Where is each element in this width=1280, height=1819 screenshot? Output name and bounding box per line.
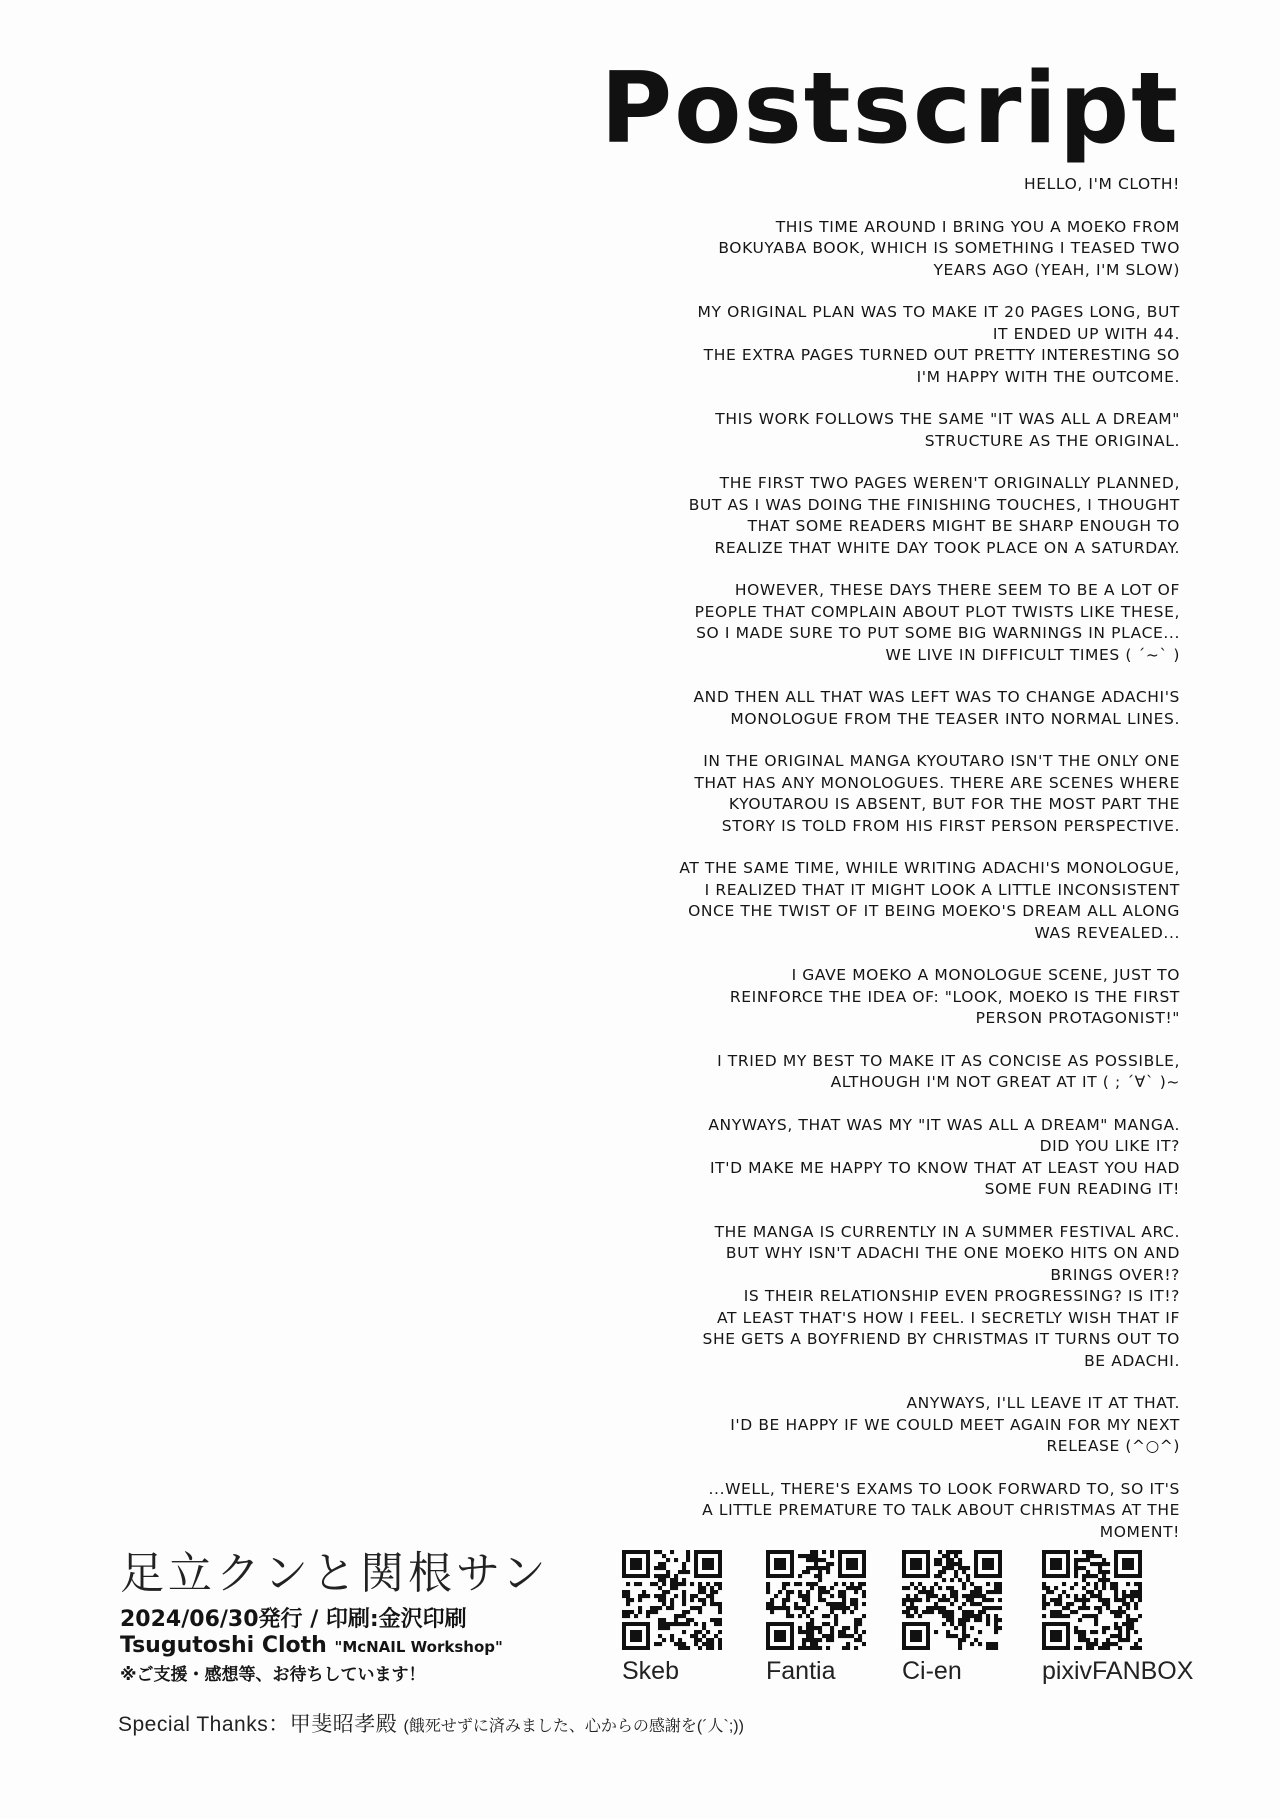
postscript-line: MOMENT! [1099,1522,1180,1541]
postscript-paragraph [620,217,1180,282]
postscript-line: I GAVE MOEKO A MONOLOGUE SCENE, JUST TO [791,966,1180,984]
qr-label-ci-en: Ci-en [902,1657,962,1685]
postscript-paragraph [620,1115,1180,1201]
postscript-line: ANYWAYS, THAT WAS MY "IT WAS ALL A DREAM" MANGA. [708,1115,1180,1134]
postscript-line: STORY IS TOLD FROM HIS FIRST PERSON PERSPECTIVE. [721,816,1180,835]
postscript-line: AT THE SAME TIME, WHILE WRITING ADACHI'S MONOLOGUE, [679,859,1180,877]
qr-pixivfanbox [1042,1550,1242,1686]
postscript-line: ...WELL, THERE'S EXAMS TO LOOK FORWARD TO, SO IT'S [708,1479,1180,1498]
postscript-body [620,174,1180,1564]
postscript-line: AND THEN ALL THAT WAS LEFT WAS TO CHANGE ADACHI'S [693,688,1180,706]
postscript-line: THIS WORK FOLLOWS THE SAME "IT WAS ALL A DREAM" [715,410,1180,428]
postscript-paragraph [620,580,1180,666]
postscript-line: ONCE THE TWIST OF IT BEING MOEKO'S DREAM ALL ALONG [688,902,1180,920]
postscript-line: KYOUTAROU IS ABSENT, BUT FOR THE MOST PART THE [728,795,1180,813]
postscript-line: HOWEVER, THESE DAYS THERE SEEM TO BE A LOT OF [734,581,1180,599]
postscript-line: WAS REVEALED... [1034,923,1180,942]
postscript-line: THIS TIME AROUND I BRING YOU A MOEKO FROM [775,217,1180,236]
postscript-paragraph [620,751,1180,837]
postscript-line: PERSON PROTAGONIST!" [975,1009,1180,1027]
postscript-paragraph [620,473,1180,559]
postscript-line: REINFORCE THE IDEA OF: "LOOK, MOEKO IS THE FIRST [729,987,1180,1006]
qr-label-pixivfanbox: pixivFANBOX [1042,1657,1194,1685]
qr-ci-en [902,1550,1042,1686]
postscript-line: HELLO, I'M CLOTH! [1024,175,1180,193]
qr-code-icon [1042,1550,1142,1650]
qr-label-fantia: Fantia [766,1657,836,1685]
postscript-paragraph [620,1479,1180,1544]
postscript-line: RELEASE (^○^) [1046,1437,1180,1455]
postscript-line: WE LIVE IN DIFFICULT TIMES ( ´~` ) [885,645,1180,664]
postscript-line: ANYWAYS, I'LL LEAVE IT AT THAT. [906,1394,1180,1412]
postscript-line: SO I MADE SURE TO PUT SOME BIG WARNINGS IN PLACE... [696,624,1180,642]
postscript-line: A LITTLE PREMATURE TO TALK ABOUT CHRISTMAS AT THE [702,1501,1180,1519]
postscript-line: BUT WHY ISN'T ADACHI THE ONE MOEKO HITS ON AND [725,1244,1180,1262]
qr-skeb [622,1550,762,1686]
qr-fantia [766,1550,906,1686]
page-title: Postscript [600,52,1180,166]
postscript-line: BE ADACHI. [1084,1351,1180,1370]
colophon [120,1548,600,1685]
postscript-line: IS THEIR RELATIONSHIP EVEN PROGRESSING? IS IT!? [743,1287,1180,1305]
postscript-line: THE EXTRA PAGES TURNED OUT PRETTY INTERESTING SO [703,346,1180,364]
postscript-line: THAT SOME READERS MIGHT BE SHARP ENOUGH TO [747,517,1180,535]
postscript-paragraph [620,1393,1180,1458]
postscript-line: I TRIED MY BEST TO MAKE IT AS CONCISE AS POSSIBLE, [717,1051,1180,1070]
postscript-line: THE FIRST TWO PAGES WEREN'T ORIGINALLY PLANNED, [719,474,1180,492]
qr-label-skeb: Skeb [622,1657,679,1685]
postscript-line: STRUCTURE AS THE ORIGINAL. [924,431,1180,450]
circle-name: "McNAIL Workshop" [334,1638,503,1656]
author-line [120,1633,600,1658]
postscript-line: BRINGS OVER!? [1050,1265,1180,1284]
postscript-line: ALTHOUGH I'M NOT GREAT AT IT ( ; ´∀` )~ [830,1073,1180,1091]
postscript-line: REALIZE THAT WHITE DAY TOOK PLACE ON A SATURDAY. [714,538,1180,557]
thanks-note: (餓死せずに済みました、心からの感謝を(´人`;)) [403,1718,744,1735]
postscript-line: YEARS AGO (YEAH, I'M SLOW) [933,260,1180,279]
thanks-label: Special Thanks：甲斐昭孝殿 [118,1713,398,1736]
postscript-line: PEOPLE THAT COMPLAIN ABOUT PLOT TWISTS LIKE THESE, [694,602,1180,621]
postscript-line: THE MANGA IS CURRENTLY IN A SUMMER FESTIVAL ARC. [714,1222,1180,1241]
postscript-paragraph [620,1222,1180,1373]
postscript-line: AT LEAST THAT'S HOW I FEEL. I SECRETLY WISH THAT IF [717,1308,1180,1327]
postscript-line: BOKUYABA BOOK, WHICH IS SOMETHING I TEASED TWO [718,239,1180,257]
special-thanks [118,1708,744,1738]
postscript-paragraph [620,858,1180,944]
qr-code-icon [622,1550,722,1650]
postscript-line: MY ORIGINAL PLAN WAS TO MAKE IT 20 PAGES LONG, BUT [697,303,1180,321]
postscript-line: I'D BE HAPPY IF WE COULD MEET AGAIN FOR MY NEXT [730,1415,1180,1434]
author-name: Tsugutoshi Cloth [120,1633,327,1658]
qr-code-icon [902,1550,1002,1650]
postscript-line: I'M HAPPY WITH THE OUTCOME. [916,367,1180,386]
postscript-line: IT'D MAKE ME HAPPY TO KNOW THAT AT LEAST YOU HAD [710,1158,1180,1177]
postscript-line: THAT HAS ANY MONOLOGUES. THERE ARE SCENES WHERE [694,773,1180,792]
postscript-paragraph [620,302,1180,388]
postscript-line: MONOLOGUE FROM THE TEASER INTO NORMAL LINES. [730,709,1180,728]
postscript-line: BUT AS I WAS DOING THE FINISHING TOUCHES, I THOUGHT [688,495,1180,514]
postscript-line: I REALIZED THAT IT MIGHT LOOK A LITTLE INCONSISTENT [704,880,1180,899]
book-title: 足立クンと関根サン [120,1548,550,1599]
support-note: ※ご支援・感想等、お待ちしています！ [120,1665,426,1685]
postscript-line: IN THE ORIGINAL MANGA KYOUTARO ISN'T THE ONLY ONE [703,752,1180,770]
postscript-paragraph [620,409,1180,452]
postscript-paragraph [620,965,1180,1030]
postscript-paragraph [620,687,1180,730]
postscript-line: SOME FUN READING IT! [984,1180,1180,1198]
postscript-paragraph [620,1051,1180,1094]
postscript-line: SHE GETS A BOYFRIEND BY CHRISTMAS IT TURNS OUT TO [702,1330,1180,1348]
postscript-line: IT ENDED UP WITH 44. [992,324,1180,343]
postscript-paragraph [620,174,1180,196]
qr-code-icon [766,1550,866,1650]
postscript-line: DID YOU LIKE IT? [1039,1137,1180,1155]
release-info: 2024/06/30発行 / 印刷:金沢印刷 [120,1607,467,1632]
